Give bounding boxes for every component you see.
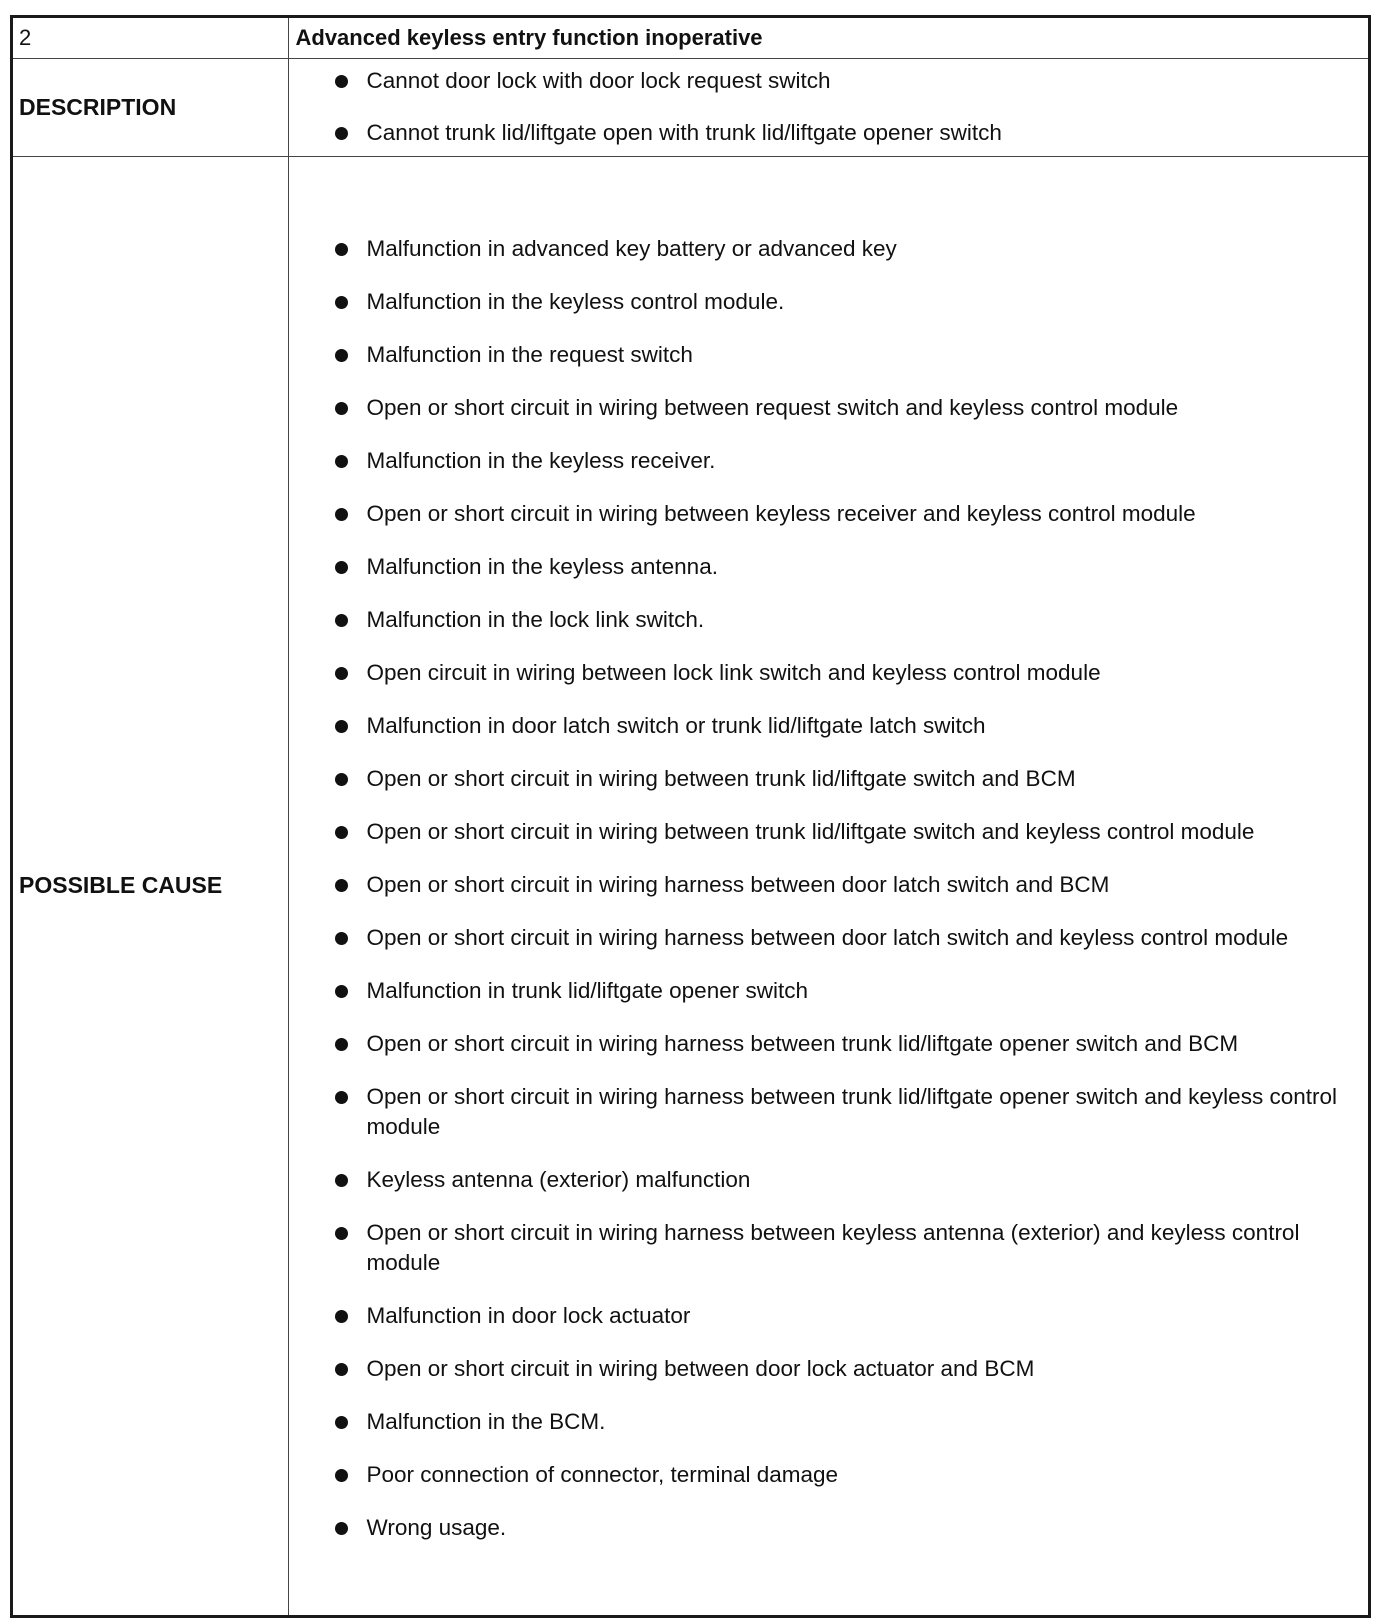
bullet-icon	[335, 508, 348, 521]
list-item-text: Open or short circuit in wiring between keyless receiver and keyless control module	[366, 501, 1196, 527]
bullet-icon	[335, 1522, 348, 1535]
list-item-text: Cannot trunk lid/liftgate open with trunk lid/liftgate opener switch	[366, 119, 1002, 145]
bullet-icon	[335, 349, 348, 362]
description-row	[13, 58, 1368, 156]
list-item	[289, 1354, 1369, 1384]
list-item	[289, 764, 1369, 794]
list-item-text: Open or short circuit in wiring harness between trunk lid/liftgate opener switch and keyless control module	[366, 1084, 1337, 1140]
diagnostic-sheet	[10, 15, 1371, 1618]
list-item-text: Malfunction in trunk lid/liftgate opener switch	[366, 978, 808, 1004]
list-item-text: Malfunction in door lock actuator	[366, 1303, 691, 1329]
description-cell	[288, 58, 1368, 156]
bullet-icon	[335, 985, 348, 998]
bullet-icon	[335, 720, 348, 733]
bullet-icon	[335, 773, 348, 786]
list-item	[289, 923, 1369, 953]
list-item	[289, 446, 1369, 476]
list-item	[289, 870, 1369, 900]
bullet-icon	[335, 879, 348, 892]
list-item-text: Wrong usage.	[366, 1515, 507, 1541]
list-item-text: Open or short circuit in wiring between trunk lid/liftgate switch and BCM	[366, 766, 1076, 792]
list-item-text: Keyless antenna (exterior) malfunction	[366, 1167, 751, 1193]
list-item-text: Open or short circuit in wiring between trunk lid/liftgate switch and keyless control module	[366, 819, 1255, 845]
possible-cause-row	[13, 156, 1368, 1615]
list-item-text: Open or short circuit in wiring harness between door latch switch and keyless control module	[366, 925, 1289, 951]
bullet-icon	[335, 1091, 348, 1104]
bullet-icon	[335, 1416, 348, 1429]
list-item	[289, 1082, 1369, 1142]
bullet-icon	[335, 1469, 348, 1482]
bullet-icon	[335, 1363, 348, 1376]
bullet-icon	[335, 243, 348, 256]
list-item-text: Cannot door lock with door lock request switch	[366, 67, 831, 93]
bullet-icon	[335, 561, 348, 574]
bullet-icon	[335, 1038, 348, 1051]
list-item	[289, 605, 1369, 635]
list-item	[289, 1029, 1369, 1059]
possible-cause-list	[289, 228, 1369, 1543]
bullet-icon	[335, 75, 348, 88]
bullet-icon	[335, 455, 348, 468]
bullet-icon	[335, 667, 348, 680]
list-item	[289, 1460, 1369, 1490]
bullet-icon	[335, 1174, 348, 1187]
list-item-text: Malfunction in the request switch	[366, 342, 693, 368]
list-item-text: Malfunction in door latch switch or trunk lid/liftgate latch switch	[366, 713, 986, 739]
list-item	[289, 340, 1369, 370]
list-item-text: Malfunction in the keyless antenna.	[366, 554, 718, 580]
bullet-icon	[335, 296, 348, 309]
possible-cause-label: POSSIBLE CAUSE	[13, 156, 288, 1615]
list-item-text: Malfunction in the keyless control module.	[366, 289, 785, 315]
list-item-text: Open circuit in wiring between lock link switch and keyless control module	[366, 660, 1101, 686]
description-list	[289, 66, 1369, 148]
bullet-icon	[335, 1227, 348, 1240]
issue-title: Advanced keyless entry function inoperative	[288, 18, 1368, 58]
list-item	[289, 1407, 1369, 1437]
bullet-icon	[335, 932, 348, 945]
list-item	[289, 1218, 1369, 1278]
list-item	[289, 1165, 1369, 1195]
diagnostic-table	[13, 18, 1368, 1615]
bullet-icon	[335, 127, 348, 140]
bullet-icon	[335, 402, 348, 415]
list-item	[289, 118, 1369, 148]
bullet-icon	[335, 1310, 348, 1323]
list-item	[289, 393, 1369, 423]
header-row	[13, 18, 1368, 58]
possible-cause-cell	[288, 156, 1368, 1615]
list-item-text: Open or short circuit in wiring harness between keyless antenna (exterior) and keyless control module	[366, 1220, 1300, 1276]
list-item-text: Open or short circuit in wiring harness between trunk lid/liftgate opener switch and BCM	[366, 1031, 1239, 1057]
list-item-text: Open or short circuit in wiring between door lock actuator and BCM	[366, 1356, 1035, 1382]
list-item	[289, 817, 1369, 847]
list-item	[289, 1301, 1369, 1331]
list-item	[289, 552, 1369, 582]
list-item-text: Poor connection of connector, terminal damage	[366, 1462, 839, 1488]
list-item	[289, 499, 1369, 529]
list-item-text: Malfunction in the BCM.	[366, 1409, 606, 1435]
description-label: DESCRIPTION	[13, 58, 288, 156]
list-item	[289, 976, 1369, 1006]
list-item	[289, 1513, 1369, 1543]
issue-number: 2	[13, 18, 288, 58]
list-item-text: Open or short circuit in wiring harness between door latch switch and BCM	[366, 872, 1110, 898]
list-item-text: Malfunction in the lock link switch.	[366, 607, 705, 633]
list-item	[289, 287, 1369, 317]
list-item-text: Malfunction in the keyless receiver.	[366, 448, 716, 474]
bullet-icon	[335, 826, 348, 839]
list-item	[289, 658, 1369, 688]
bullet-icon	[335, 614, 348, 627]
list-item	[289, 66, 1369, 96]
list-item	[289, 234, 1369, 264]
list-item	[289, 711, 1369, 741]
list-item-text: Malfunction in advanced key battery or advanced key	[366, 236, 897, 262]
list-item-text: Open or short circuit in wiring between request switch and keyless control module	[366, 395, 1179, 421]
